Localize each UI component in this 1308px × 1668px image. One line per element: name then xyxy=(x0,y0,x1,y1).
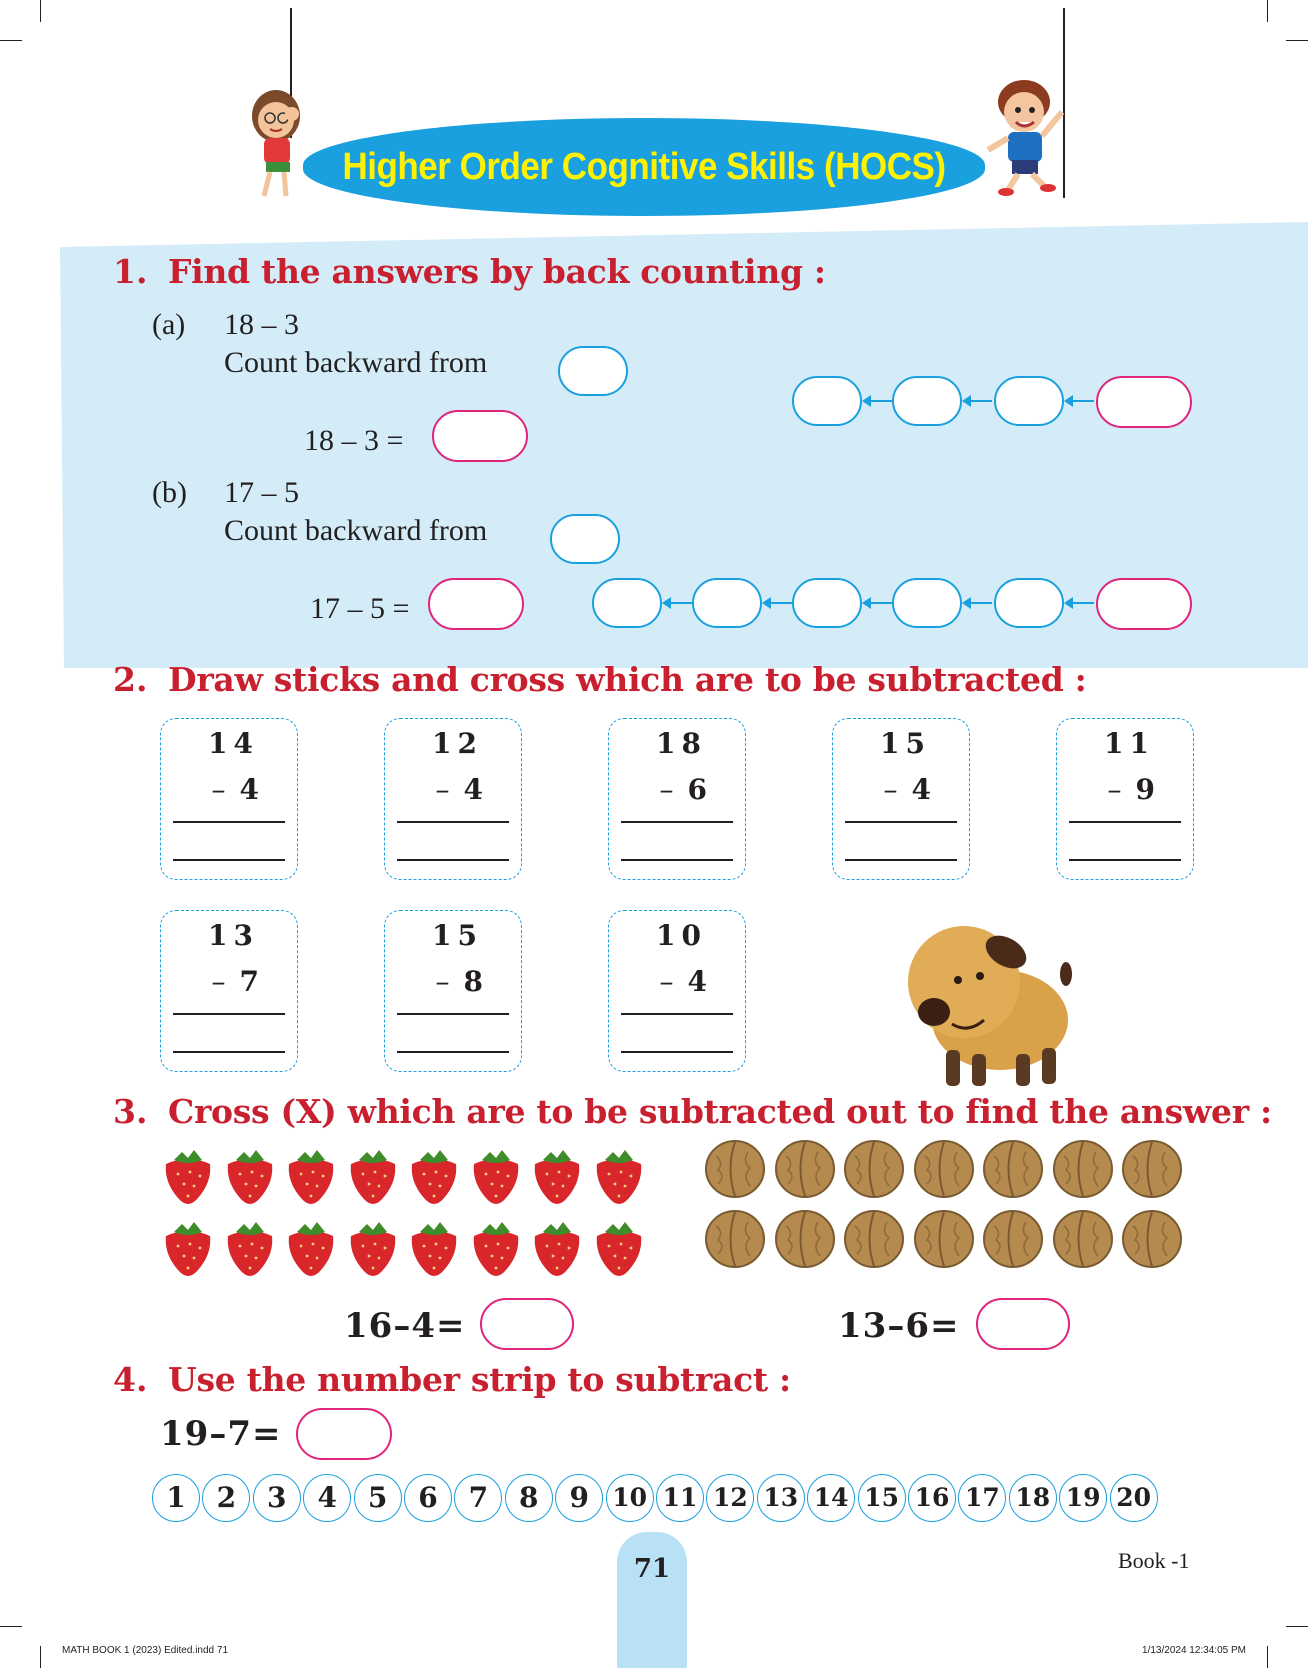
number-strip-cell[interactable]: 9 xyxy=(555,1474,603,1522)
crop-mark xyxy=(40,0,41,22)
strawberry-icon[interactable] xyxy=(529,1218,585,1282)
minus-sign: – xyxy=(435,773,450,806)
crop-mark xyxy=(1286,1626,1308,1627)
q2-number: 2. xyxy=(113,660,148,699)
q3-equation-1: 16–4= xyxy=(344,1306,466,1346)
strawberry-group xyxy=(160,1146,656,1286)
strawberry-icon[interactable] xyxy=(222,1146,278,1210)
crop-mark xyxy=(1267,1646,1268,1668)
answer-line xyxy=(397,821,509,823)
q1b-count-box[interactable] xyxy=(994,578,1064,628)
arrow-left-icon xyxy=(1066,400,1094,402)
strawberry-icon[interactable] xyxy=(283,1146,339,1210)
walnut-icon[interactable] xyxy=(704,1208,766,1270)
minus-sign: – xyxy=(435,965,450,998)
q1a-instruction: Count backward from xyxy=(224,346,488,379)
q3-answer-box-1[interactable] xyxy=(480,1298,574,1350)
subtraction-card[interactable] xyxy=(160,718,298,880)
number-strip-cell[interactable]: 14 xyxy=(807,1474,855,1522)
card-subtrahend-value: 8 xyxy=(463,965,483,998)
minus-sign: – xyxy=(211,773,226,806)
number-strip-cell[interactable]: 12 xyxy=(706,1474,754,1522)
number-strip-cell[interactable]: 3 xyxy=(253,1474,301,1522)
walnut-icon[interactable] xyxy=(1052,1138,1114,1200)
subtraction-card[interactable] xyxy=(1056,718,1194,880)
answer-line xyxy=(173,859,285,861)
crop-mark xyxy=(0,40,22,41)
puppy-illustration xyxy=(896,920,1076,1096)
walnut-icon[interactable] xyxy=(913,1138,975,1200)
number-strip-cell[interactable]: 17 xyxy=(958,1474,1006,1522)
number-strip-cell[interactable]: 15 xyxy=(858,1474,906,1522)
strawberry-icon[interactable] xyxy=(591,1146,647,1210)
crop-mark xyxy=(40,1646,41,1668)
card-subtrahend xyxy=(436,773,483,806)
walnut-icon[interactable] xyxy=(843,1138,905,1200)
slug-left: MATH BOOK 1 (2023) Edited.indd 71 xyxy=(62,1645,229,1656)
card-minuend: 14 xyxy=(208,727,259,760)
arrow-left-icon xyxy=(964,400,992,402)
number-strip-cell[interactable]: 4 xyxy=(303,1474,351,1522)
answer-line xyxy=(621,1051,733,1053)
strawberry-icon[interactable] xyxy=(591,1218,647,1282)
number-strip-cell[interactable]: 20 xyxy=(1110,1474,1158,1522)
q1b-count-box[interactable] xyxy=(592,578,662,628)
arrow-left-icon xyxy=(864,400,892,402)
crop-mark xyxy=(0,1626,22,1627)
walnut-icon[interactable] xyxy=(774,1208,836,1270)
card-subtrahend xyxy=(1108,773,1155,806)
page-number: 71 xyxy=(633,1554,671,1584)
q1b-instruction: Count backward from xyxy=(224,514,488,547)
q1b-start-box[interactable] xyxy=(550,514,620,564)
card-subtrahend-value: 6 xyxy=(687,773,707,806)
answer-line xyxy=(173,821,285,823)
card-subtrahend xyxy=(884,773,931,806)
number-strip-cell[interactable]: 10 xyxy=(606,1474,654,1522)
number-strip-cell[interactable]: 5 xyxy=(354,1474,402,1522)
q1b-count-box[interactable] xyxy=(892,578,962,628)
number-strip-cell[interactable]: 16 xyxy=(908,1474,956,1522)
number-strip-cell[interactable]: 13 xyxy=(757,1474,805,1522)
book-label: Book -1 xyxy=(1118,1548,1190,1573)
strawberry-icon[interactable] xyxy=(283,1218,339,1282)
strawberry-icon[interactable] xyxy=(468,1218,524,1282)
q3-equation-2: 13–6= xyxy=(838,1306,960,1346)
slug-right: 1/13/2024 12:34:05 PM xyxy=(1142,1645,1246,1656)
subtraction-card[interactable] xyxy=(832,718,970,880)
card-subtrahend xyxy=(212,965,259,998)
q3-answer-box-2[interactable] xyxy=(976,1298,1070,1350)
card-minuend: 11 xyxy=(1104,727,1155,760)
q4-equation: 19–7= xyxy=(160,1414,282,1454)
number-strip-cell[interactable]: 7 xyxy=(454,1474,502,1522)
strawberry-icon[interactable] xyxy=(529,1146,585,1210)
arrow-left-icon xyxy=(664,602,692,604)
card-minuend: 13 xyxy=(208,919,259,952)
answer-line xyxy=(1069,859,1181,861)
number-strip-cell[interactable]: 2 xyxy=(202,1474,250,1522)
q1b-result-box[interactable] xyxy=(1096,578,1192,630)
card-minuend: 18 xyxy=(656,727,707,760)
card-subtrahend xyxy=(436,965,483,998)
card-subtrahend xyxy=(212,773,259,806)
number-strip-cell[interactable]: 8 xyxy=(505,1474,553,1522)
arrow-left-icon xyxy=(964,602,992,604)
card-subtrahend xyxy=(660,965,707,998)
subtraction-card[interactable] xyxy=(384,910,522,1072)
card-subtrahend-value: 4 xyxy=(463,773,483,806)
walnut-icon[interactable] xyxy=(704,1138,766,1200)
q3-number: 3. xyxy=(113,1092,148,1131)
q1a-start-box[interactable] xyxy=(558,346,628,396)
arrow-left-icon xyxy=(864,602,892,604)
subtraction-card[interactable] xyxy=(384,718,522,880)
card-subtrahend-value: 4 xyxy=(687,965,707,998)
q4-answer-box[interactable] xyxy=(296,1408,392,1460)
walnut-icon[interactable] xyxy=(843,1208,905,1270)
card-minuend: 10 xyxy=(656,919,707,952)
q1a-label: (a) xyxy=(152,308,186,341)
crop-mark xyxy=(1267,0,1268,22)
answer-line xyxy=(173,1051,285,1053)
q1-heading: Find the answers by back counting : xyxy=(168,252,826,291)
q1b-problem: 17 – 5 xyxy=(224,476,299,509)
strawberry-icon[interactable] xyxy=(406,1218,462,1282)
walnut-icon[interactable] xyxy=(982,1138,1044,1200)
card-subtrahend-value: 7 xyxy=(239,965,259,998)
boy-illustration xyxy=(978,72,1074,196)
number-strip-cell[interactable]: 19 xyxy=(1059,1474,1107,1522)
q1a-count-box[interactable] xyxy=(792,376,862,426)
arrow-left-icon xyxy=(764,602,792,604)
minus-sign: – xyxy=(883,773,898,806)
answer-line xyxy=(397,1051,509,1053)
answer-line xyxy=(1069,821,1181,823)
walnut-icon[interactable] xyxy=(1121,1208,1183,1270)
strawberry-icon[interactable] xyxy=(222,1218,278,1282)
page-tab xyxy=(617,1532,687,1668)
walnut-icon[interactable] xyxy=(1121,1138,1183,1200)
answer-line xyxy=(621,859,733,861)
q1-number: 1. xyxy=(113,252,148,291)
answer-line xyxy=(845,821,957,823)
q1a-answer-box[interactable] xyxy=(432,410,528,462)
strawberry-icon[interactable] xyxy=(468,1146,524,1210)
answer-line xyxy=(397,859,509,861)
number-strip-cell[interactable]: 11 xyxy=(656,1474,704,1522)
q4-heading: Use the number strip to subtract : xyxy=(168,1360,791,1399)
subtraction-card[interactable] xyxy=(608,718,746,880)
card-subtrahend-value: 4 xyxy=(239,773,259,806)
arrow-left-icon xyxy=(1066,602,1094,604)
answer-line xyxy=(621,1013,733,1015)
walnut-group xyxy=(704,1138,1196,1278)
strawberry-icon[interactable] xyxy=(160,1146,216,1210)
minus-sign: – xyxy=(659,965,674,998)
walnut-icon[interactable] xyxy=(913,1208,975,1270)
q4-number: 4. xyxy=(113,1360,148,1399)
subtraction-card[interactable] xyxy=(608,910,746,1072)
card-subtrahend-value: 9 xyxy=(1135,773,1155,806)
walnut-icon[interactable] xyxy=(774,1138,836,1200)
walnut-icon[interactable] xyxy=(982,1208,1044,1270)
minus-sign: – xyxy=(659,773,674,806)
answer-line xyxy=(845,859,957,861)
card-minuend: 15 xyxy=(880,727,931,760)
answer-line xyxy=(397,1013,509,1015)
number-strip-cell[interactable]: 1 xyxy=(152,1474,200,1522)
strawberry-icon[interactable] xyxy=(406,1146,462,1210)
answer-line xyxy=(173,1013,285,1015)
minus-sign: – xyxy=(1107,773,1122,806)
q2-heading: Draw sticks and cross which are to be subtracted : xyxy=(168,660,1087,699)
crop-mark xyxy=(1286,40,1308,41)
q1a-equation: 18 – 3 = xyxy=(304,424,404,457)
q1b-answer-box[interactable] xyxy=(428,578,524,630)
card-subtrahend-value: 4 xyxy=(911,773,931,806)
strawberry-icon[interactable] xyxy=(345,1218,401,1282)
card-subtrahend xyxy=(660,773,707,806)
minus-sign: – xyxy=(211,965,226,998)
card-minuend: 12 xyxy=(432,727,483,760)
q3-heading: Cross (X) which are to be subtracted out to find the answer : xyxy=(168,1092,1272,1131)
strawberry-icon[interactable] xyxy=(345,1146,401,1210)
walnut-icon[interactable] xyxy=(1052,1208,1114,1270)
card-minuend: 15 xyxy=(432,919,483,952)
q1b-label: (b) xyxy=(152,476,187,509)
q1a-count-box[interactable] xyxy=(892,376,962,426)
girl-illustration xyxy=(236,84,322,204)
q1a-problem: 18 – 3 xyxy=(224,308,299,341)
q1a-result-box[interactable] xyxy=(1096,376,1192,428)
q1b-equation: 17 – 5 = xyxy=(310,592,410,625)
strawberry-icon[interactable] xyxy=(160,1218,216,1282)
q1a-count-box[interactable] xyxy=(994,376,1064,426)
number-strip-cell[interactable]: 18 xyxy=(1009,1474,1057,1522)
subtraction-card[interactable] xyxy=(160,910,298,1072)
q1b-count-box[interactable] xyxy=(792,578,862,628)
answer-line xyxy=(621,821,733,823)
page-title: Higher Order Cognitive Skills (HOCS) xyxy=(342,146,946,188)
q1b-count-box[interactable] xyxy=(692,578,762,628)
number-strip-cell[interactable]: 6 xyxy=(404,1474,452,1522)
